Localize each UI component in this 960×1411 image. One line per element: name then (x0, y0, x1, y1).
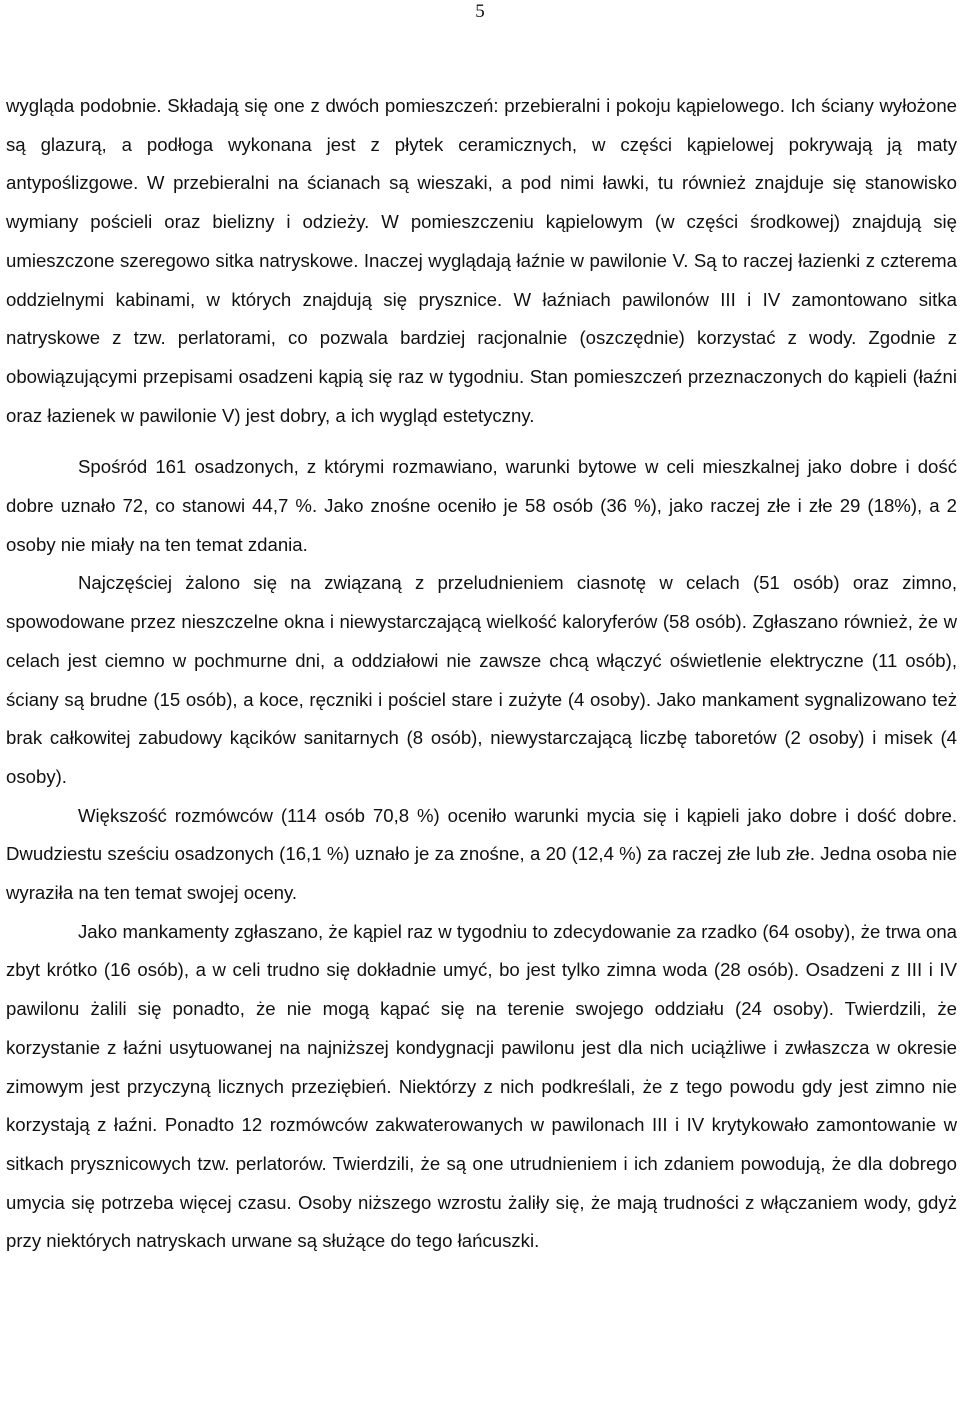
paragraph-bathing-complaints: Jako mankamenty zgłaszano, że kąpiel raz w tygodniu to zdecydowanie za rzadko (64 osoby), że trwa ona zbyt krótko (16 osób), a w celi trudno się dokładnie umyć, bo jest tylko zimna woda (28 osób). Osadzeni z III i IV pawilonu żalili się ponadto, że nie mogą kąpać się na terenie swojego oddziału (24 osoby). Twierdzili, że korzystanie z łaźni usytuowanej na najniższej kondygnacji pawilonu jest dla nich uciążliwe i zwłaszcza w okresie zimowym jest przyczyną licznych przeziębień. Niektórzy z nich podkreślali, że z tego powodu gdy jest zimno nie korzystają z łaźni. Ponadto 12 rozmówców zakwaterowanych w pawilonach III i IV krytykowało zamontowanie w sitkach prysznicowych tzw. perlatorów. Twierdzili, że są one utrudnieniem i ich zdaniem powodują, że dla dobrego umycia się potrzeba więcej czasu. Osoby niższego wzrostu żaliły się, że mają trudności z włączaniem wody, gdyż przy niektórych natryskach urwane są służące do tego łańcuszki. (6, 920, 957, 1252)
paragraph-living-conditions-survey: Spośród 161 osadzonych, z którymi rozmawiano, warunki bytowe w celi mieszkalnej jako dobre i dość dobre uznało 72, co stanowi 44,7 %. Jako znośne oceniło je 58 osób (36 %), jako raczej złe i złe 29 (18%), a 2 osoby nie miały na ten temat zdania. (6, 456, 957, 555)
document-body (6, 87, 957, 1261)
paragraph-bathhouse-description: wygląda podobnie. Składają się one z dwóch pomieszczeń: przebieralni i pokoju kąpielowego. Ich ściany wyłożone są glazurą, a podłoga wykonana jest z płytek ceramicznych, w części kąpielowej pokrywają ją maty antypoślizgowe. W przebieralni na ścianach są wieszaki, a pod nimi ławki, tu również znajduje się stanowisko wymiany pościeli oraz bielizny i odzieży. W pomieszczeniu kąpielowym (w części środkowej) znajdują się umieszczone szeregowo sitka natryskowe. Inaczej wyglądają łaźnie w pawilonie V. Są to raczej łazienki z czterema oddzielnymi kabinami, w których znajdują się prysznice. W łaźniach pawilonów III i IV zamontowano sitka natryskowe z tzw. perlatorami, co pozwala bardziej racjonalnie (oszczędnie) korzystać z wody. Zgodnie z obowiązującymi przepisami osadzeni kąpią się raz w tygodniu. Stan pomieszczeń przeznaczonych do kąpieli (łaźni oraz łazienek w pawilonie V) jest dobry, a ich wygląd estetyczny. (6, 95, 957, 426)
paragraph-washing-conditions: Większość rozmówców (114 osób 70,8 %) oceniło warunki mycia się i kąpieli jako dobre i dość dobre. Dwudziestu sześciu osadzonych (16,1 %) uznało je za znośne, a 20 (12,4 %) za raczej złe lub złe. Jedna osoba nie wyraziła na ten temat swojej oceny. (6, 804, 957, 904)
paragraph-complaints-cells: Najczęściej żalono się na związaną z przeludnieniem ciasnotę w celach (51 osób) oraz zimno, spowodowane przez nieszczelne okna i niewystarczającą wielkość kaloryferów (58 osób). Zgłaszano również, że w celach jest ciemno w pochmurne dni, a oddziałowi nie zawsze chcą włączyć oświetlenie elektryczne (11 osób), ściany są brudne (15 osób), a koce, ręczniki i pościel stare i zużyte (4 osoby). Jako mankament sygnalizowano też brak całkowitej zabudowy kącików sanitarnych (8 osób), niewystarczającą liczbę taboretów (2 osoby) i misek (4 osoby). (6, 572, 957, 787)
page-number: 5 (475, 1, 485, 22)
